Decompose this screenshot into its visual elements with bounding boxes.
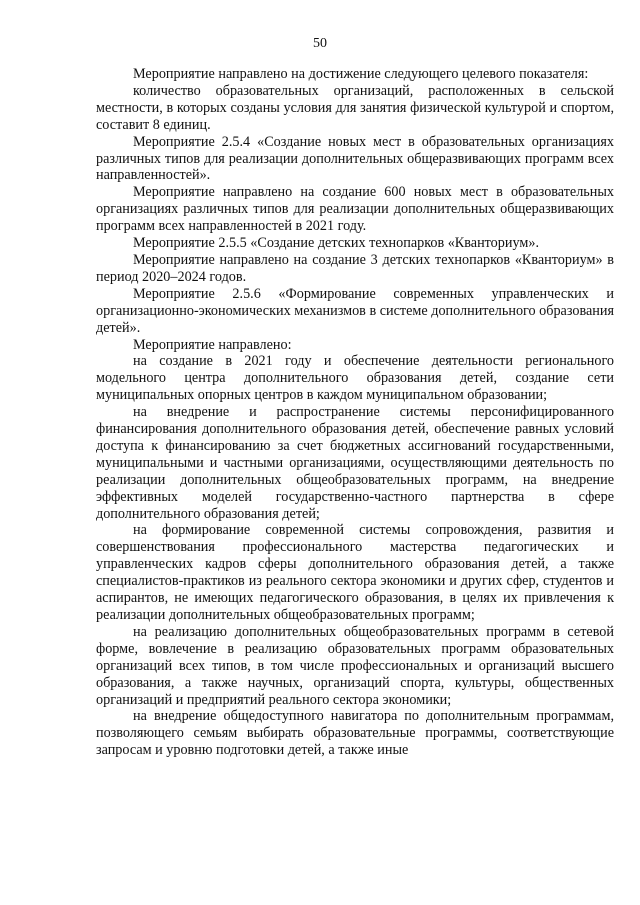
page-number: 50 (313, 36, 327, 51)
paragraph-3-technoparks: Мероприятие направлено на создание 3 детских технопарков «Кванториум» в период 2020–2024 годов. (96, 251, 614, 285)
paragraph-navigator: на внедрение общедоступного навигатора по дополнительным программам, позволяющего семьям выбирать образовательные программы, соответствующие запросам и уровню подготовки детей, а также иные (96, 708, 614, 759)
paragraph-measure-2-5-6: Мероприятие 2.5.6 «Формирование современных управленческих и организационно-экономических механизмов в системе дополнительного образования детей». (96, 285, 614, 336)
paragraph-personified-financing: на внедрение и распространение системы персонифицированного финансирования дополнительного образования детей, обеспечение равных условий доступа к финансированию за счет бюджетных ассигнований государственными, муниципальными и частными организациями, осуществляющими деятельность по реализации дополнительных общеобразовательных программ, на внедрение эффективных моделей государственно-частного партнерства в сфере дополнительного образования детей; (96, 404, 614, 522)
document-body (96, 66, 614, 759)
paragraph-network-form: на реализацию дополнительных общеобразовательных программ в сетевой форме, вовлечение в реализацию образовательных программ образовательных организаций всех типов, в том числе профессиональных и организаций высшего образования, а также научных, организаций спорта, культуры, общественных организаций и предприятий реального сектора экономики; (96, 623, 614, 708)
paragraph-measure-directed: Мероприятие направлено: (133, 336, 292, 353)
paragraph-measure-2-5-4: Мероприятие 2.5.4 «Создание новых мест в образовательных организациях различных типов для реализации дополнительных общеразвивающих программ всех направленностей». (96, 133, 614, 184)
paragraph-measure-2-5-5: Мероприятие 2.5.5 «Создание детских технопарков «Кванториум». (133, 235, 539, 252)
paragraph-regional-center: на создание в 2021 году и обеспечение деятельности регионального модельного центра дополнительного образования детей, создание сети муниципальных опорных центров в каждом муниципальном образовании; (96, 353, 614, 404)
paragraph-rural-schools-count: количество образовательных организаций, расположенных в сельской местности, в которых созданы условия для занятия физической культурой и спортом, составит 8 единиц. (96, 82, 614, 133)
paragraph-staff-development: на формирование современной системы сопровождения, развития и совершенствования профессионального мастерства педагогических и управленческих кадров сферы дополнительного образования детей, а также специалистов-практиков из реального сектора экономики и других сфер, студентов и аспирантов, не имеющих педагогического образования, в целях их привлечения к реализации дополнительных общеобразовательных программ; (96, 522, 614, 623)
paragraph-target-indicator-intro: Мероприятие направлено на достижение следующего целевого показателя: (133, 66, 589, 82)
paragraph-600-new-places: Мероприятие направлено на создание 600 новых мест в образовательных организациях различных типов для реализации дополнительных общеразвивающих программ всех направленностей в 2021 году. (96, 184, 614, 235)
